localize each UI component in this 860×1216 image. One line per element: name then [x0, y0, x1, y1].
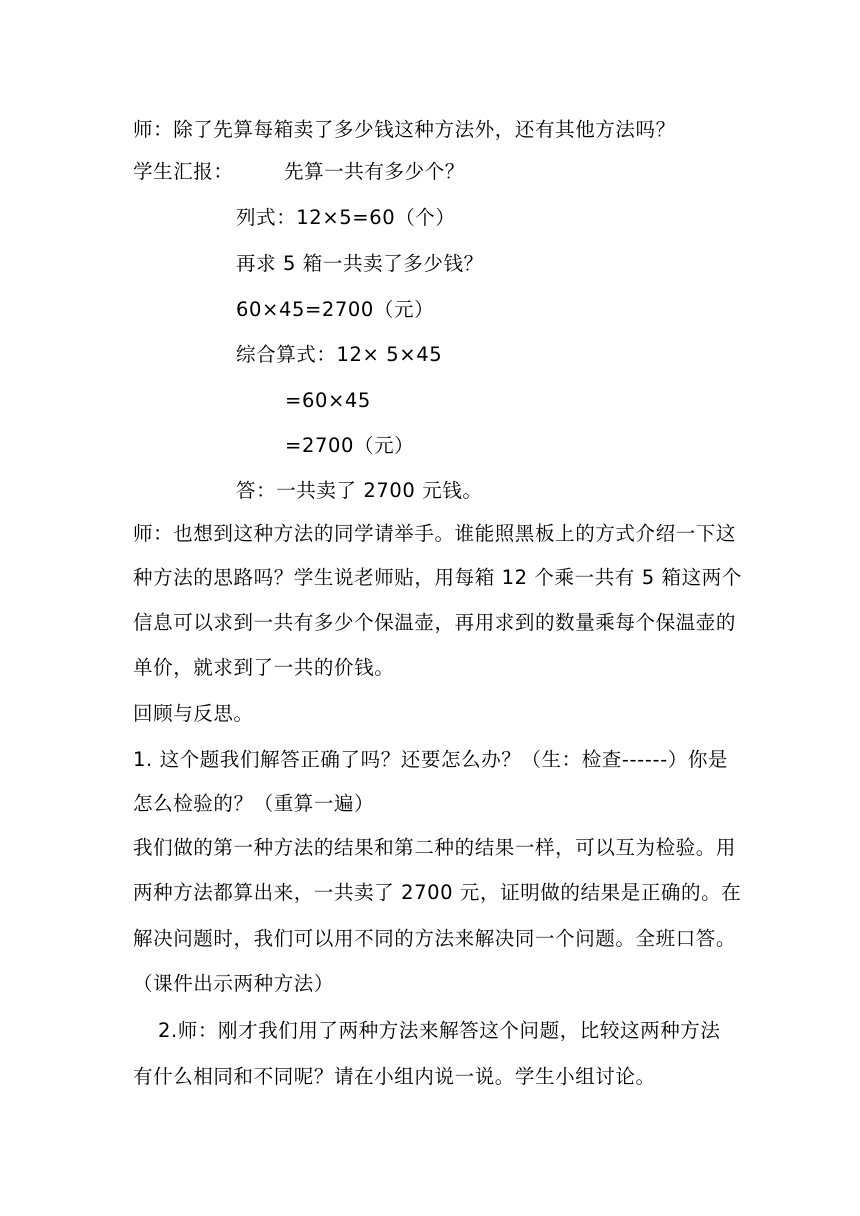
paragraph-1-line: 信息可以求到一共有多少个保温壶，再用求到的数量乘每个保温壶的: [133, 611, 737, 634]
paragraph-1-line: 师：也想到这种方法的同学请举手。谁能照黑板上的方式介绍一下这: [133, 522, 737, 545]
formula-total: 60×45=2700（元）: [236, 298, 435, 321]
student-report-text: 先算一共有多少个？: [284, 160, 465, 183]
item-2-line: 有什么相同和不同呢？请在小组内说一说。学生小组讨论。: [133, 1065, 656, 1088]
paragraph-1-line: 种方法的思路吗？学生说老师贴，用每箱 12 个乘一共有 5 箱这两个: [133, 566, 742, 589]
paragraph-2-line: 两种方法都算出来，一共卖了 2700 元，证明做的结果是正确的。在: [133, 881, 742, 904]
review-heading: 回顾与反思。: [133, 702, 254, 725]
paragraph-2-line: （课件出示两种方法）: [133, 972, 335, 995]
paragraph-2-line: 解决问题时，我们可以用不同的方法来解决同一个问题。全班口答。: [133, 927, 737, 950]
combined-step-2: =2700（元）: [285, 434, 415, 457]
paragraph-2-line: 我们做的第一种方法的结果和第二种的结果一样，可以互为检验。用: [133, 836, 737, 859]
teacher-question: 师：除了先算每箱卖了多少钱这种方法外，还有其他方法吗？: [133, 118, 676, 141]
item-1-line: 1. 这个题我们解答正确了吗？还要怎么办？（生：检查------）你是: [133, 748, 729, 771]
item-2-line: 2.师：刚才我们用了两种方法来解答这个问题，比较这两种方法: [158, 1019, 721, 1042]
combined-step-1: =60×45: [285, 389, 371, 412]
student-report-line: [133, 158, 234, 186]
student-report-label: 学生汇报：: [133, 160, 234, 183]
combined-formula: 综合算式：12× 5×45: [236, 343, 443, 366]
paragraph-1-line: 单价，就求到了一共的价钱。: [133, 656, 395, 679]
formula-count: 列式：12×5=60（个）: [236, 206, 456, 229]
step2-question: 再求 5 箱一共卖了多少钱？: [236, 252, 484, 275]
answer-line: 答：一共卖了 2700 元钱。: [236, 479, 483, 502]
item-1-line: 怎么检验的？（重算一遍）: [133, 792, 375, 815]
